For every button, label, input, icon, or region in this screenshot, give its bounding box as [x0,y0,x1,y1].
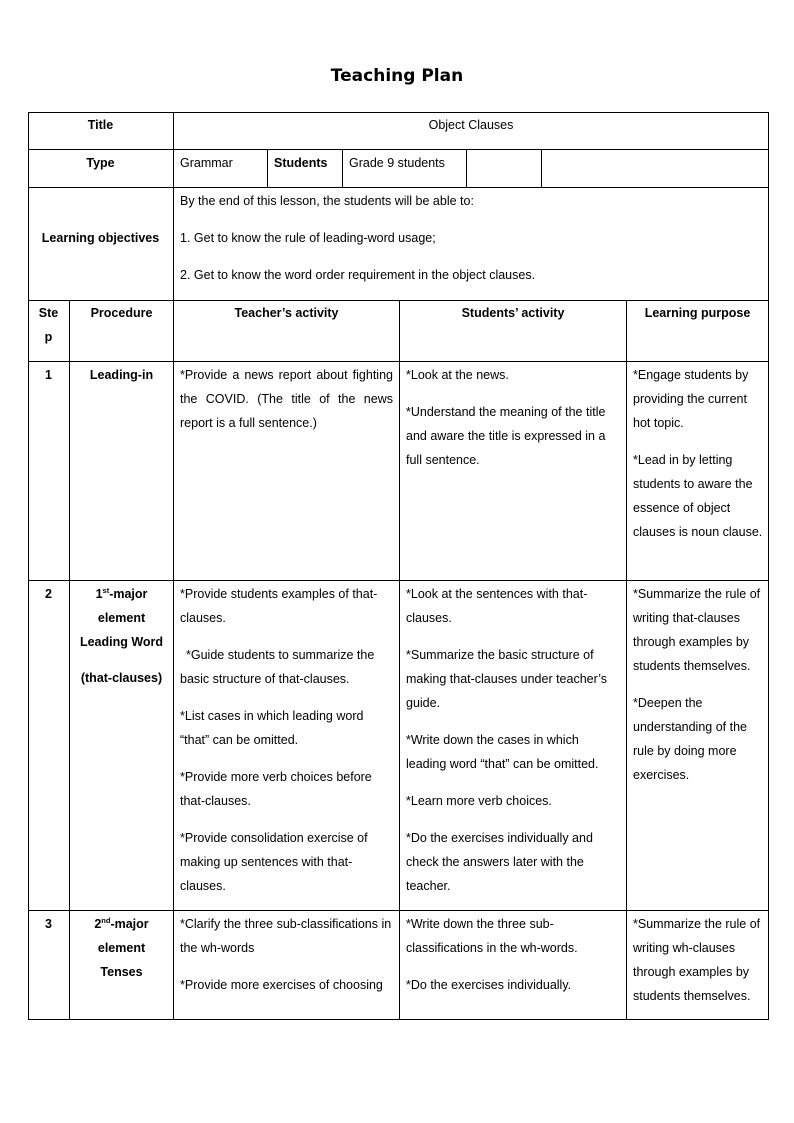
activity-item: *Learn more verb choices. [406,794,552,808]
table-rule [267,149,268,187]
activity-item: *Understand the meaning of the title and aware the title is expressed in a full sentence. [406,405,606,467]
activity-item: *Provide students examples of that-clauses. [180,587,378,625]
document-title: Teaching Plan [330,66,464,86]
activity-item: *Write down the cases in which leading word “that” can be omitted. [406,733,599,771]
procedure-line: (that-clauses) [80,671,163,685]
purpose-item: *Summarize the rule of writing that-clauses through examples by students themselves. [633,587,761,673]
table-rule [28,149,769,150]
purpose-item: *Lead in by letting students to aware the essence of object clauses is noun clause. [633,453,763,539]
activity-item: *Provide more exercises of choosing [180,978,383,992]
procedure-line: Leading Word [79,635,164,649]
teacher-activity-cell [180,363,393,435]
students-label: Students [274,156,328,170]
purpose-item: *Engage students by providing the current hot topic. [633,368,749,430]
teacher-activity-header: Teacher’s activity [234,306,339,320]
learning-purpose-cell [633,582,765,787]
step-header-part: Ste [38,306,59,320]
table-rule [399,300,400,1020]
learning-purpose-cell [633,363,765,544]
procedure-line: 2nd-major [94,916,149,931]
table-rule [626,300,627,1020]
title-label: Title [87,118,114,132]
step-number: 1 [45,368,52,382]
procedure-cell [70,582,173,690]
procedure-cell: Leading-in [89,368,154,382]
table-rule [28,187,769,188]
teacher-activity-cell [180,582,394,898]
students-activity-cell [406,912,622,997]
activity-item: *Do the exercises individually. [406,978,572,992]
objectives-label: Learning objectives [41,231,160,245]
procedure-header: Procedure [90,306,153,320]
activity-item: *Write down the three sub-classifications in the wh-words. [406,917,578,955]
procedure-line: Tenses [100,965,143,979]
type-value: Grammar [180,156,233,170]
activity-item: *Provide a news report about fighting the COVID. (The title of the news report is a full sentence.) [180,368,393,430]
students-activity-header: Students’ activity [461,306,565,320]
purpose-item: *Deepen the understanding of the rule by doing more exercises. [633,696,747,782]
procedure-line: 1st-major [95,586,148,601]
activity-item: *Look at the sentences with that-clauses. [406,587,588,625]
step-header-part: p [44,330,53,344]
table-rule [768,112,769,1020]
title-value: Object Clauses [428,118,514,132]
table-rule [342,149,343,187]
procedure-line: element [97,941,146,955]
objective-item: 2. Get to know the word order requirement in the object clauses. [180,268,536,282]
students-activity-cell [406,582,622,898]
objective-item: 1. Get to know the rule of leading-word usage; [180,231,436,245]
procedure-line: element [97,611,146,625]
activity-item: *List cases in which leading word “that” can be omitted. [180,709,364,747]
activity-item: *Do the exercises individually and check the answers later with the teacher. [406,831,593,893]
step-number: 2 [45,587,52,601]
table-rule [541,149,542,187]
students-value: Grade 9 students [349,156,445,170]
step-header [28,301,69,349]
objectives-intro: By the end of this lesson, the students will be able to: [180,194,474,208]
table-rule [466,149,467,187]
step-number: 3 [45,917,52,931]
table-rule [173,112,174,1020]
learning-purpose-header: Learning purpose [644,306,751,320]
activity-item: *Look at the news. [406,368,509,382]
type-label: Type [86,156,115,170]
activity-item: *Guide students to summarize the basic structure of that-clauses. [180,648,375,686]
learning-purpose-cell [633,912,765,1008]
activity-item: *Clarify the three sub-classifications in the wh-words [180,917,392,955]
procedure-cell [70,912,173,984]
students-activity-cell [406,363,622,472]
activity-item: *Provide consolidation exercise of making up sentences with that-clauses. [180,831,368,893]
purpose-item: *Summarize the rule of writing wh-clauses through examples by students themselves. [633,917,761,1003]
teacher-activity-cell [180,912,394,997]
activity-item: *Summarize the basic structure of making that-clauses under teacher’s guide. [406,648,608,710]
activity-item: *Provide more verb choices before that-clauses. [180,770,372,808]
